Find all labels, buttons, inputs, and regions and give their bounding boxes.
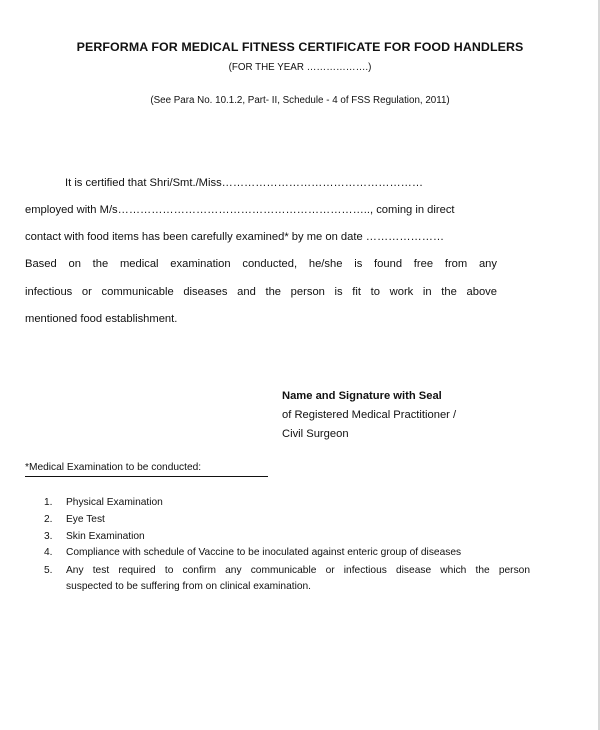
list-item (44, 547, 66, 558)
year-line: (FOR THE YEAR ……………….) (228, 62, 372, 73)
certificate-line-4: Based on the medical examination conducted, he/she is found free from any (25, 258, 497, 270)
list-item (44, 497, 66, 508)
certificate-line-5: infectious or communicable diseases and the person is fit to work in the above (25, 286, 497, 298)
list-item (44, 514, 66, 525)
certificate-line-1: It is certified that Shri/Smt./Miss……………………………………………… (65, 177, 424, 189)
document-title: PERFORMA FOR MEDICAL FITNESS CERTIFICATE FOR FOOD HANDLERS (76, 40, 524, 54)
signature-civil-surgeon: Civil Surgeon (282, 428, 349, 440)
list-number: 2. (44, 514, 53, 525)
regulation-reference: (See Para No. 10.1.2, Part- II, Schedule - 4 of FSS Regulation, 2011) (150, 95, 450, 106)
medical-exam-heading-text: *Medical Examination to be conducted: (25, 462, 202, 473)
list-number: 1. (44, 497, 53, 508)
list-item-text: Eye Test (66, 514, 105, 525)
list-number: 3. (44, 531, 53, 542)
signature-practitioner: of Registered Medical Practitioner / (282, 409, 457, 421)
heading-underline (25, 476, 268, 477)
list-item-text: Skin Examination (66, 531, 145, 542)
certificate-line-3: contact with food items has been carefully examined* by me on date ………………… (25, 231, 445, 243)
certificate-line-2: employed with M/s………………………………………………………….., coming in direct (25, 204, 455, 216)
list-item-continuation: suspected to be suffering from on clinical examination. (66, 581, 312, 592)
list-item (44, 531, 66, 542)
signature-title: Name and Signature with Seal (282, 390, 442, 402)
list-number: 5. (44, 565, 53, 576)
medical-exam-heading (25, 462, 201, 473)
certificate-line-6: mentioned food establishment. (25, 313, 178, 325)
list-number: 4. (44, 547, 53, 558)
list-item-text: Physical Examination (66, 497, 163, 508)
list-item-text: Any test required to confirm any communicable or infectious disease which the person (66, 565, 530, 576)
list-item-text: Compliance with schedule of Vaccine to be inoculated against enteric group of diseases (66, 547, 462, 558)
list-item (44, 565, 66, 576)
